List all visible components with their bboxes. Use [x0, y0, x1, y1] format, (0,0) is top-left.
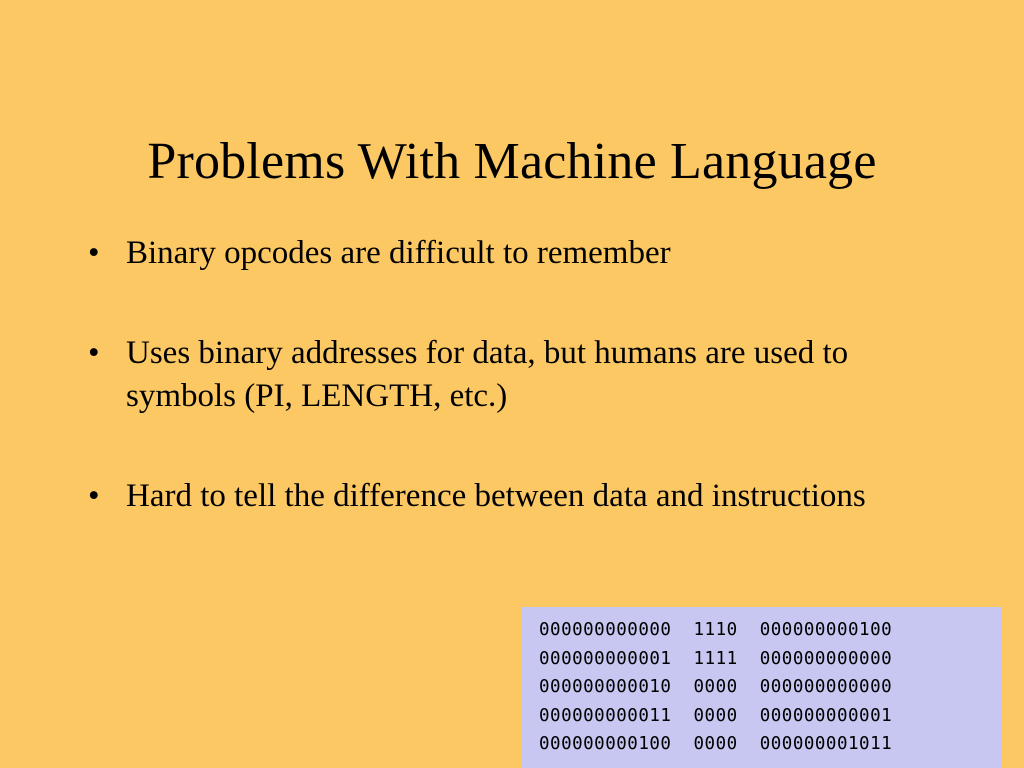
- list-item: [84, 232, 944, 276]
- code-row: 000000000011 0000 000000000001: [539, 705, 893, 726]
- list-item-text: Uses binary addresses for data, but humans are used to symbols (PI, LENGTH, etc.): [126, 334, 849, 415]
- list-item: [84, 332, 944, 419]
- code-row: 000000000010 0000 000000000000: [539, 677, 893, 697]
- page-title: Problems With Machine Language: [147, 132, 877, 190]
- code-row: 000000000000 1110 000000000100: [539, 620, 893, 640]
- list-item-text: Hard to tell the difference between data and instructions: [126, 477, 866, 514]
- bullet-marker: •: [88, 477, 100, 514]
- bullet-marker: •: [88, 334, 100, 371]
- bullet-marker: •: [88, 235, 100, 271]
- code-row: 000000000100 0000 000000001011: [539, 734, 893, 754]
- bullet-list: [84, 232, 944, 518]
- list-item-text: Binary opcodes are difficult to remember: [126, 235, 671, 271]
- list-item: [84, 475, 944, 519]
- code-row: 000000000001 1111 000000000000: [539, 648, 893, 669]
- binary-code-block: [522, 607, 1002, 768]
